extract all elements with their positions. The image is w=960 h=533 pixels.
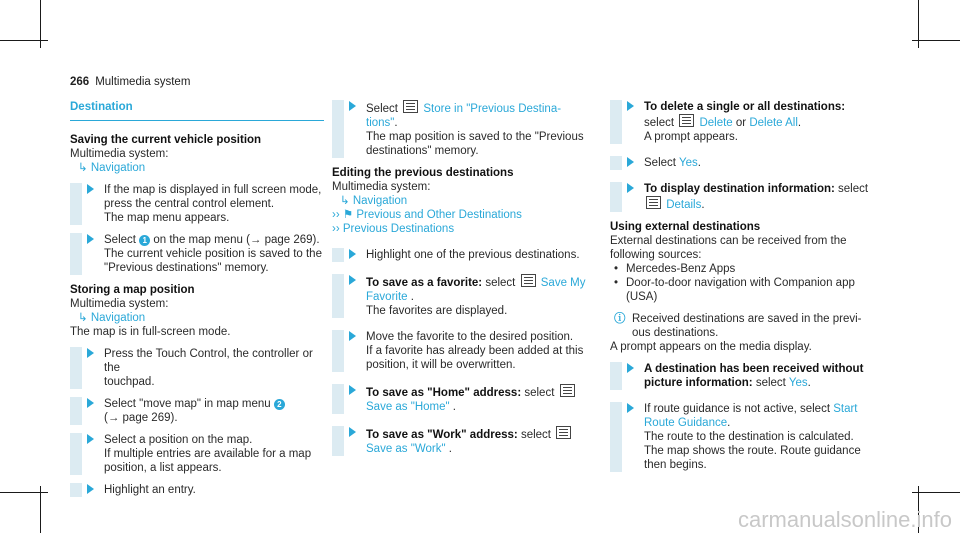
- step: A destination has been received without picture information: select Yes.: [610, 362, 880, 390]
- step: To display destination information: select Details.: [610, 182, 880, 212]
- menu-icon: [521, 274, 536, 287]
- step: Press the Touch Control, the controller or the touchpad.: [70, 347, 326, 389]
- step-arrow-icon: [87, 484, 94, 494]
- menu-icon: [403, 100, 418, 113]
- step: Select a position on the map. If multiple entries are available for a map position, a list appears.: [70, 433, 326, 475]
- step: Highlight an entry.: [70, 483, 326, 497]
- step-arrow-icon: [87, 434, 94, 444]
- nav-path: ›› ⚑ Previous and Other Destinations: [332, 209, 522, 221]
- menu-icon: [560, 384, 575, 397]
- step-arrow-icon: [349, 331, 356, 341]
- nav-path: ↳ Navigation: [340, 195, 408, 207]
- step-arrow-icon: [349, 385, 356, 395]
- menu-icon: [556, 426, 571, 439]
- step: To save as "Home" address: select Save as "Home" .: [332, 384, 594, 414]
- nav-path: ↳ Navigation: [78, 162, 146, 174]
- step: Select Yes.: [610, 156, 880, 170]
- step-arrow-icon: [627, 183, 634, 193]
- flag-icon: ⚑: [342, 209, 354, 221]
- step: To save as a favorite: select Save My Favorite . The favorites are displayed.: [332, 274, 594, 318]
- crop-mark: [0, 492, 48, 493]
- step-arrow-icon: [87, 234, 94, 244]
- step-arrow-icon: [627, 101, 634, 111]
- step: Select Store in "Previous Destina- tions". The map position is saved to the "Previous destinations" memory.: [332, 100, 594, 158]
- step-arrow-icon: [627, 403, 634, 413]
- step-arrow-icon: [87, 348, 94, 358]
- step: To save as "Work" address: select Save as "Work" .: [332, 426, 594, 456]
- heading-saving: Saving the current vehicle position: [70, 134, 262, 146]
- callout-2-icon: 2: [274, 399, 285, 410]
- crop-mark: [912, 40, 960, 41]
- step-arrow-icon: [349, 249, 356, 259]
- page-number: 266: [70, 76, 90, 88]
- crop-mark: [912, 492, 960, 493]
- info-note: ⓘ Received destinations are saved in the previ- ous destinations.: [614, 313, 862, 339]
- step-arrow-icon: [627, 157, 634, 167]
- step: To delete a single or all destinations: select Delete or Delete All. A prompt appears.: [610, 100, 880, 144]
- step-arrow-icon: [87, 184, 94, 194]
- nav-path: ›› Previous Destinations: [332, 223, 455, 235]
- step-arrow-icon: [627, 363, 634, 373]
- step-arrow-icon: [349, 275, 356, 285]
- section-name: Multimedia system: [95, 76, 191, 88]
- column-2: Select Store in "Previous Destina- tions". The map position is saved to the "Previous destinations" memory. Editing the previous destinations Multimedia system: ↳ Navigation ›› ⚑ Previous and Other Destinations ›› Previous Destinations Highlight one of the previous destinations. To save as a favorite: select Save My Favorite . The favorites are displayed. Move the favorite to the desired position. If a favorite has already been added at this position, it will be overwritten. To save as "Home" address: select Save as "Home" . To save as "Work" address: select Save as "Work" .: [332, 100, 594, 456]
- list-item: • Mercedes-Benz Apps: [610, 262, 880, 276]
- watermark: carmanualsonline.info: [737, 507, 952, 532]
- step: Select 1 on the map menu (→ page 269). The current vehicle position is saved to the "Previous destinations" memory.: [70, 233, 326, 275]
- step: Select "move map" in map menu 2 (→ page 269).: [70, 397, 326, 425]
- heading-external: Using external destinations: [610, 221, 761, 233]
- nav-path: ↳ Navigation: [78, 312, 146, 324]
- step-arrow-icon: [349, 101, 356, 111]
- page-header: [70, 75, 190, 89]
- list-item: • Door-to-door navigation with Companion app: [610, 276, 880, 290]
- column-3: To delete a single or all destinations: select Delete or Delete All. A prompt appears. Select Yes. To display destination information: select Details. Using external destinations External destinations can be received from the following sources: • Mercedes-Benz Apps • Door-to-door navigation with Companion app (USA) ⓘ Received destinations are saved in the previ- ous destinations. A prompt appears on the media display. A destination has been received without picture information: select Yes. If route guidance is not active, select Start Route Guidance. The route to the destination is calculated. The map shows the route. Route guidance then begins.: [610, 100, 880, 472]
- step: Move the favorite to the desired position. If a favorite has already been added at this position, it will be overwritten.: [332, 330, 594, 372]
- step: If route guidance is not active, select Start Route Guidance. The route to the destination is calculated. The map shows the route. Route guidance then begins.: [610, 402, 880, 472]
- menu-icon: [679, 114, 694, 127]
- section-title: Destination: [70, 100, 324, 121]
- heading-storing: Storing a map position: [70, 284, 195, 296]
- step-arrow-icon: [87, 398, 94, 408]
- crop-mark: [0, 40, 48, 41]
- callout-1-icon: 1: [139, 235, 150, 246]
- menu-icon: [646, 196, 661, 209]
- step: If the map is displayed in full screen mode, press the central control element. The map menu appears.: [70, 183, 326, 225]
- crop-mark: [40, 486, 41, 533]
- column-1: Destination Saving the current vehicle position Multimedia system: ↳ Navigation If the map is displayed in full screen mode, press the central control element. The map menu appears. Select 1 on the map menu (→ page 269). The current vehicle position is saved to the "Previous destinations" memory. Storing a map position Multimedia system: ↳ Navigation The map is in full-screen mode. Press the Touch Control, the controller or the touchpad. Select "move map" in map menu 2 (→ page 269). Select a position on the map. If multiple entries are available for a map position, a list appears. Highlight an entry.: [70, 100, 326, 497]
- step: Highlight one of the previous destinations.: [332, 248, 594, 262]
- heading-editing: Editing the previous destinations: [332, 167, 514, 179]
- info-icon: ⓘ: [614, 313, 626, 325]
- system-label: Multimedia system:: [70, 148, 169, 160]
- step-arrow-icon: [349, 427, 356, 437]
